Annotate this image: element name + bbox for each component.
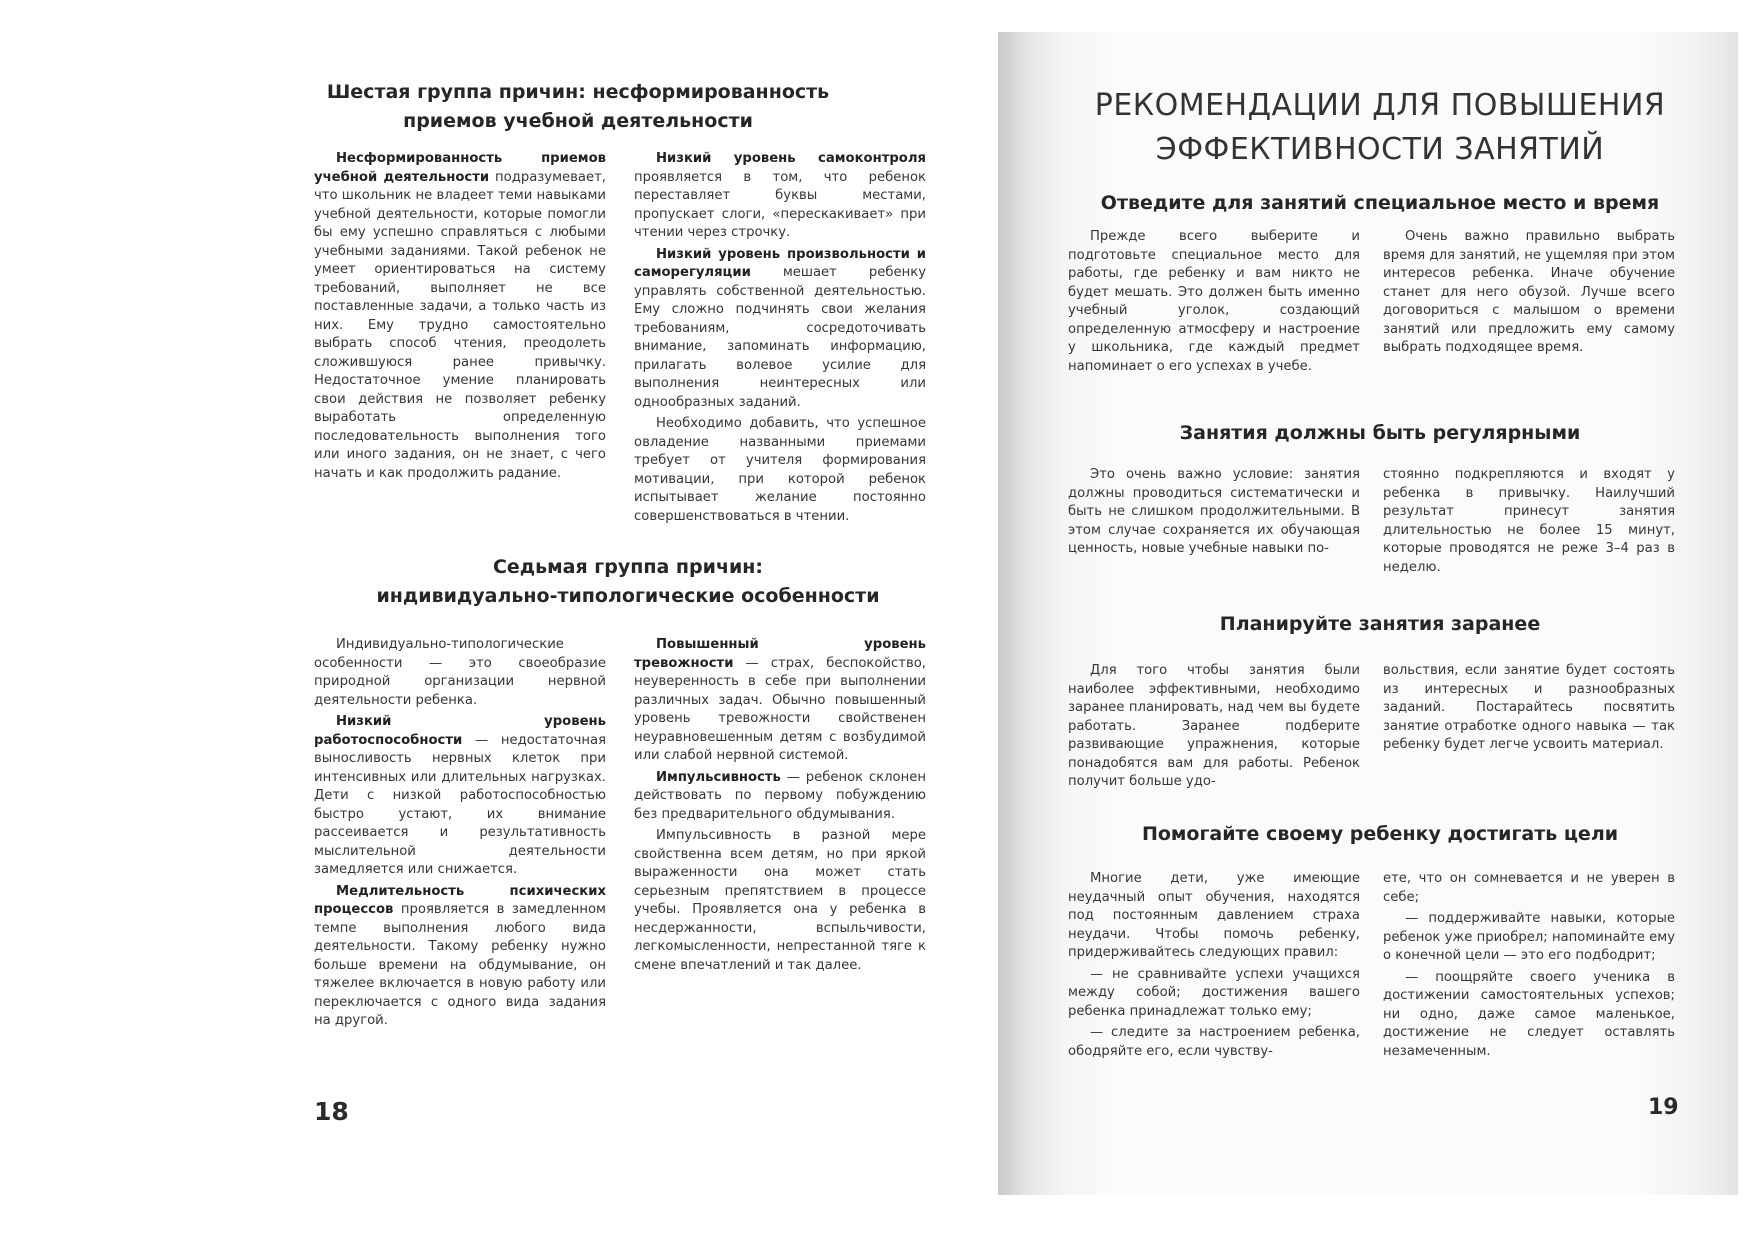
text-column <box>1068 662 1360 795</box>
paragraph: Очень важно правильно выбрать время для занятий, не ущемляя при этом интересов ребенка. Иначе обучение станет для него обузой. Лучше всего договориться с малышом о времени занятий или предложить ему самому выбрать подходящее время. <box>1383 229 1675 355</box>
paragraph-text: проявляется в замедленном темпе выполнения любого вида деятельности. Такому ребенку нужно больше времени на обдумывание, он тяжелее включается в новую работу или переключается с одного вида задания на другой. <box>314 902 606 1028</box>
paragraph-text: — страх, беспокойство, неуверенность в себе при выполнении различных задач. Обычно повышенный уровень тревожности свойственен неуравновешенным детям с возбудимой или слабой нервной системой. <box>634 655 926 763</box>
term: Повышенный уровень тревожности <box>634 637 926 671</box>
heading-line: Шестая группа причин: несформированность <box>326 81 830 103</box>
list-item: — поощряйте своего ученика в достижении самостоятельных успехов; ни одно, даже самое маленькое, достижение не следует оставлять незамеченным. <box>1383 969 1675 1059</box>
paragraph-text: Необходимо добавить, что успешное овладение названными приемами требует от учителя формирования мотивации, при которой ребенок испытывает желание постоянно совершенствоваться в чтении. <box>634 416 926 524</box>
text-column <box>1383 466 1675 580</box>
text-column <box>1383 228 1675 361</box>
list-item: — следите за настроением ребенка, ободряйте его, если чувству- <box>1068 1025 1360 1059</box>
page-number: 19 <box>1648 1095 1679 1120</box>
text-column <box>1068 228 1360 379</box>
paragraph <box>314 883 606 1031</box>
text-column <box>1383 662 1675 758</box>
paragraph <box>314 150 606 483</box>
text-column <box>1068 466 1360 562</box>
paragraph-text: Импульсивность в разной мере свойственна всем детям, но при яркой выраженности она может стать серьезным препятствием в процессе учебы. Проявляется она у ребенка в несдержанности, вспыльчивости, легкомысленности, непрестанной тяге к смене впечатлений и так далее. <box>634 828 926 973</box>
text-column <box>1068 870 1360 1064</box>
list-item: — поддерживайте навыки, которые ребенок уже приобрел; напоминайте ему о конечной цели — это его подбодрит; <box>1383 911 1675 963</box>
list-item: — не сравнивайте успехи учащихся между собой; достижения вашего ребенка принадлежат только ему; <box>1068 966 1360 1019</box>
term: Низкий уровень самоконтроля <box>656 151 926 166</box>
section-heading: Планируйте занятия заранее <box>1219 613 1541 635</box>
paragraph-text: мешает ребенку управлять собственной деятельностью. Ему сложно подчинять свои желания требованиям, сосредоточивать внимание, запоминать информацию, прилагать волевое усилие для выполнения неинтересных или однообразных заданий. <box>634 265 926 410</box>
paragraph-text: подразумевает, что школьник не владеет теми навыками учебной деятельности, которые помогли бы ему успешно справляться с любыми учебными заданиями. Такой ребенок не умеет ориентироваться на систему требований, выполняет не все поставленные задачи, а только часть из них. Ему трудно самостоятельно выбрать способ чтения, преодолеть сложившуюся ранее привычку. Недостаточное умение планировать свои действия не позволяет ребенку выработать определенную последовательность выполнения того или иного задания, он не знает, с чего начать и как продолжить радание. <box>314 169 606 481</box>
text-column <box>634 150 926 529</box>
paragraph <box>634 246 926 413</box>
term: Низкий уровень произвольности и саморегуляции <box>634 246 926 280</box>
text-column <box>634 636 926 978</box>
paragraph: Прежде всего выберите и подготовьте специальное место для работы, где ребенку и вам никто не будет мешать. Это должен быть именно учебный уголок, создающий определенную атмосферу и настроение у школьника, где каждый предмет напоминает о его успехах в учебе. <box>1068 229 1360 374</box>
paragraph-text: — ребенок склонен действовать по первому побуждению без предварительного обдумывания. <box>634 769 926 822</box>
paragraph: Многие дети, уже имеющие неудачный опыт обучения, находятся под постоянным давлением страха неудачи. Чтобы помочь ребенку, придерживайтесь следующих правил: <box>1068 871 1360 960</box>
heading-line: индивидуально-типологические особенности <box>376 585 880 607</box>
section-heading-sixth-group <box>318 78 838 136</box>
page-number: 18 <box>314 1097 349 1126</box>
paragraph <box>634 769 926 825</box>
paragraph <box>314 713 606 880</box>
term: Медлительность психических процессов <box>314 883 606 917</box>
paragraph-text: Индивидуально-типологические особенности — это своеобразие природной организации нервной деятельности ребенка. <box>314 637 606 708</box>
right-page <box>998 32 1738 1195</box>
paragraph: ете, что он сомневается и не уверен в себе; <box>1383 871 1675 905</box>
paragraph <box>634 636 926 766</box>
section-heading-seventh-group <box>318 553 938 611</box>
title-line: ЭФФЕКТИВНОСТИ ЗАНЯТИЙ <box>1155 132 1605 167</box>
text-column <box>1383 870 1675 1064</box>
paragraph <box>634 827 926 975</box>
text-column <box>314 150 606 486</box>
term: Несформированность приемов учебной деятельности <box>314 151 606 185</box>
title-line: РЕКОМЕНДАЦИИ ДЛЯ ПОВЫШЕНИЯ <box>1094 88 1666 123</box>
text-column <box>314 636 606 1034</box>
chapter-title <box>1080 84 1680 172</box>
term: Низкий уровень работоспособности <box>314 714 606 748</box>
paragraph <box>314 636 606 710</box>
paragraph <box>634 415 926 526</box>
section-heading: Занятия должны быть регулярными <box>1179 422 1581 444</box>
paragraph <box>634 150 926 243</box>
heading-line: Седьмая группа причин: <box>492 556 764 578</box>
paragraph: Для того чтобы занятия были наиболее эффективными, необходимо заранее планировать, над чем вы будете работать. Заранее подберите развивающие упражнения, которые понадобятся вам для работы. Ребенок получит больше удо- <box>1068 663 1360 789</box>
paragraph-text: — недостаточная выносливость нервных клеток при интенсивных или длительных нагрузках. Дети с низкой работоспособностью быстро устают, их внимание рассеивается и результативность мыслительной деятельности замедляется или снижается. <box>314 732 606 877</box>
paragraph: вольствия, если занятие будет состоять из интересных и разнообразных заданий. Постарайтесь посвятить занятие отработке одного навыка — так ребенку будет легче усвоить материал. <box>1383 663 1675 752</box>
section-heading: Помогайте своему ребенку достигать цели <box>1141 823 1619 845</box>
paragraph-text: проявляется в том, что ребенок переставляет буквы местами, пропускает слоги, «перескакивает» при чтении через строчку. <box>634 169 926 240</box>
heading-line: приемов учебной деятельности <box>403 110 753 132</box>
paragraph: стоянно подкрепляются и входят у ребенка в привычку. Наилучший результат принесут занятия длительностью не более 15 минут, которые проводятся не реже 3–4 раз в неделю. <box>1383 467 1675 575</box>
section-heading: Отведите для занятий специальное место и время <box>1100 192 1660 214</box>
paragraph: Это очень важно условие: занятия должны проводиться систематически и быть не слишком продолжительными. В этом случае сохраняется их обучающая ценность, новые учебные навыки по- <box>1068 467 1360 556</box>
term: Импульсивность <box>656 769 781 785</box>
